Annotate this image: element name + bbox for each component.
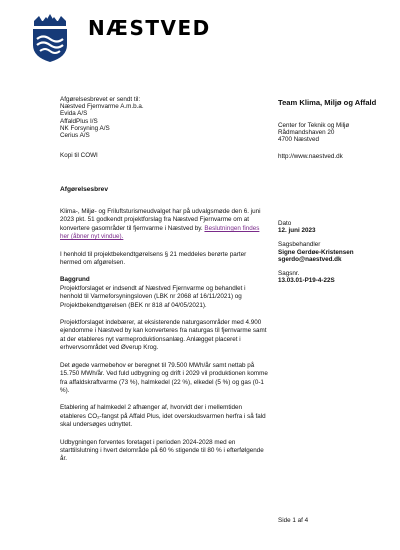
paragraph-straw-boiler: Etablering af halmkedel 2 afhænger af, hvorvidt der i mellemtiden etableres CO₂-fangst på Affald Plus, idet overskudsvarmen herfra i så fald skal undersøges udnyttet. <box>60 404 266 429</box>
address-line: 4700 Næstved <box>278 136 319 144</box>
page-number: Side 1 af 4 <box>278 517 309 524</box>
recipients-intro: Afgørelsesbrevet er sendt til: <box>60 96 141 103</box>
date-label: Dato <box>278 220 292 227</box>
case-number: 13.03.01-P19-4-22S <box>278 277 335 285</box>
recipient-line: NK Forsyning A/S <box>60 124 110 132</box>
recipient-line: AffaldPlus I/S <box>60 117 98 125</box>
case-block <box>278 270 398 284</box>
paragraph-decision <box>60 208 268 242</box>
handler-label: Sagsbehandler <box>278 241 321 249</box>
recipient-line: Cerius A/S <box>60 132 90 140</box>
paragraph-background: Projektforslaget er indsendt af Næstved Fjernvarme og behandlet i henhold til Varmeforsyningsloven (LBK nr 2068 af 16/11/2021) og Projektbekendtgørelsen (BEK nr 818 af 04/05/2021). <box>60 284 246 309</box>
municipality-crest-logo <box>30 13 70 63</box>
paragraph-expansion: Udbygningen forventes foretaget i perioden 2024-2028 med en starttilslutning i hvert delområde på 60 % stigende til 80 % i efterfølgende år. <box>60 438 264 463</box>
paragraph-project: Projektforslaget indebærer, at eksisterende naturgasområder med 4.900 ejendomme i Næstved by kan konverteres fra naturgas til fjernvarme samt at der etableres nyt varmeproduktionsanlæg. Anlægget placeret i erhvervsområdet ved Øverup Krog. <box>60 319 267 352</box>
recipient-line: Evida A/S <box>60 110 88 118</box>
decision-link[interactable]: Beslutningen findes her (åbner nyt vindue). <box>60 224 260 241</box>
paragraph-text: Klima-, Miljø- og Friluftsturismeudvalget har på udvalgsmøde den 6. juni 2023 pkt. 51 godkendt projektforslag fra Næstved Fjernvarme om at konvertere gasområder til fjernvarme i Næstved by. <box>60 208 261 232</box>
baggrund-heading: Baggrund <box>60 276 90 284</box>
handler-name: Signe Gerdøe-Kristensen <box>278 248 354 256</box>
date-block <box>278 220 398 234</box>
sender-address <box>278 122 349 144</box>
date-value: 12. juni 2023 <box>278 227 316 235</box>
copy-note: Kopi til COWI <box>60 152 98 159</box>
handler-email[interactable]: sgerdo@naestved.dk <box>278 255 342 263</box>
team-title: Team Klima, Miljø og Affald <box>278 98 377 107</box>
paragraph-heat-demand: Det øgede varmebehov er beregnet til 79.500 MWh/år samt nettab på 15.750 MWh/år. Ved fuld udbygning og drift i 2029 vil produktionen komme fra affaldskraftvarme (73 %), halmkedel (22 %), elkedel (5 %) og gas (0-1 %). <box>60 361 268 394</box>
naestved-wordmark: NÆSTVED <box>88 16 211 40</box>
website-link[interactable]: http://www.naestved.dk <box>278 153 343 160</box>
paragraph-notice: I henhold til projektbekendtgørelsens § 21 meddeles berørte parter hermed om afgørelsen. <box>60 250 247 267</box>
case-label: Sagsnr. <box>278 270 300 278</box>
address-line: Rådmandshaven 20 <box>278 129 335 137</box>
letter-body <box>60 208 268 473</box>
recipients-block <box>60 96 260 139</box>
case-meta <box>278 220 398 291</box>
handler-block <box>278 241 398 263</box>
address-line: Center for Teknik og Miljø <box>278 122 350 129</box>
recipient-line: Næstved Fjernvarme A.m.b.a. <box>60 103 144 111</box>
letter-title: Afgørelsesbrev <box>60 186 109 193</box>
